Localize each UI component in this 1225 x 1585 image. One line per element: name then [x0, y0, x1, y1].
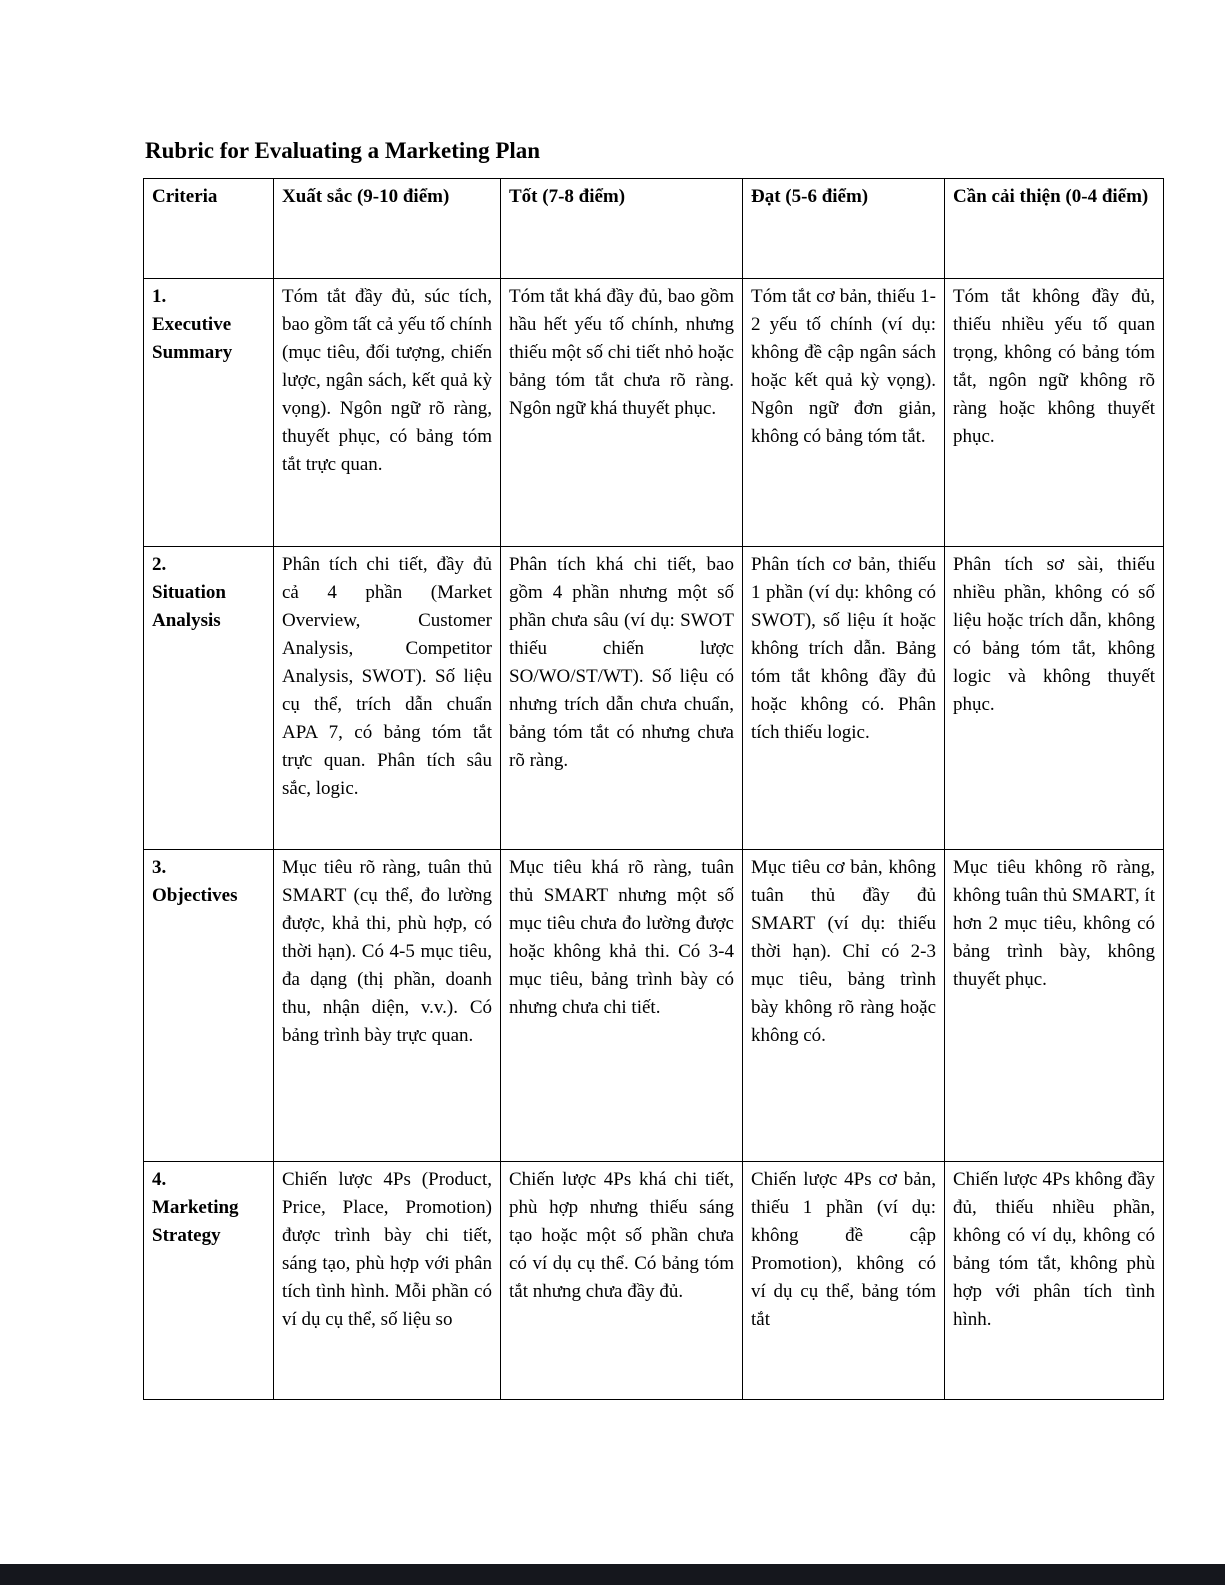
rubric-cell-good: Tóm tắt khá đầy đủ, bao gồm hầu hết yếu tố chính, nhưng thiếu một số chi tiết nhỏ hoặc bảng tóm tắt chưa rõ ràng. Ngôn ngữ khá thuyết phục. [501, 279, 743, 547]
document-page [143, 138, 1155, 1400]
rubric-table [143, 178, 1164, 1400]
criterion-label: Executive Summary [152, 314, 233, 363]
table-row-objectives [144, 850, 1164, 1162]
table-row-executive-summary [144, 279, 1164, 547]
criterion-number: 1. [152, 286, 167, 307]
criterion-label: Objectives [152, 885, 238, 906]
criterion-label: Situation Analysis [152, 582, 226, 631]
rubric-cell-good: Chiến lược 4Ps khá chi tiết, phù hợp nhưng thiếu sáng tạo hoặc một số phần chưa có ví dụ cụ thể. Có bảng tóm tắt nhưng chưa đầy đủ. [501, 1162, 743, 1400]
rubric-cell-excellent: Chiến lược 4Ps (Product, Price, Place, Promotion) được trình bày chi tiết, sáng tạo, phù hợp với phân tích tình hình. Mỗi phần có ví dụ cụ thể, số liệu so [274, 1162, 501, 1400]
column-header-improve: Cần cải thiện (0-4 điểm) [945, 179, 1164, 279]
rubric-cell-pass: Phân tích cơ bản, thiếu 1 phần (ví dụ: không có SWOT), số liệu ít hoặc không trích dẫn. Bảng tóm tắt không đầy đủ hoặc không có. Phân tích thiếu logic. [743, 547, 945, 850]
column-header-criteria: Criteria [144, 179, 274, 279]
criterion-cell [144, 547, 274, 850]
column-header-excellent: Xuất sắc (9-10 điểm) [274, 179, 501, 279]
rubric-cell-excellent: Tóm tắt đầy đủ, súc tích, bao gồm tất cả yếu tố chính (mục tiêu, đối tượng, chiến lược, ngân sách, kết quả kỳ vọng). Ngôn ngữ rõ ràng, thuyết phục, có bảng tóm tắt trực quan. [274, 279, 501, 547]
criterion-label: Marketing Strategy [152, 1197, 239, 1246]
column-header-pass: Đạt (5-6 điểm) [743, 179, 945, 279]
rubric-cell-improve: Mục tiêu không rõ ràng, không tuân thủ SMART, ít hơn 2 mục tiêu, không có bảng trình bày, không thuyết phục. [945, 850, 1164, 1162]
rubric-cell-excellent: Phân tích chi tiết, đầy đủ cả 4 phần (Market Overview, Customer Analysis, Competitor Analysis, SWOT). Số liệu cụ thể, trích dẫn chuẩn APA 7, có bảng tóm tắt trực quan. Phân tích sâu sắc, logic. [274, 547, 501, 850]
rubric-cell-pass: Chiến lược 4Ps cơ bản, thiếu 1 phần (ví dụ: không đề cập Promotion), không có ví dụ cụ thể, bảng tóm tắt [743, 1162, 945, 1400]
criterion-cell [144, 279, 274, 547]
document-title: Rubric for Evaluating a Marketing Plan [145, 138, 541, 163]
column-header-good: Tốt (7-8 điểm) [501, 179, 743, 279]
criterion-cell [144, 850, 274, 1162]
rubric-cell-improve: Chiến lược 4Ps không đầy đủ, thiếu nhiều phần, không có ví dụ, không có bảng tóm tắt, không phù hợp với phân tích tình hình. [945, 1162, 1164, 1400]
rubric-cell-good: Mục tiêu khá rõ ràng, tuân thủ SMART nhưng một số mục tiêu chưa đo lường được hoặc không khả thi. Có 3-4 mục tiêu, bảng trình bày có nhưng chưa chi tiết. [501, 850, 743, 1162]
criterion-number: 3. [152, 857, 167, 878]
rubric-cell-good: Phân tích khá chi tiết, bao gồm 4 phần nhưng một số phần chưa sâu (ví dụ: SWOT thiếu chiến lược SO/WO/ST/WT). Số liệu có nhưng trích dẫn chưa chuẩn, bảng tóm tắt có nhưng chưa rõ ràng. [501, 547, 743, 850]
table-row-marketing-strategy [144, 1162, 1164, 1400]
criterion-number: 2. [152, 554, 167, 575]
criterion-number: 4. [152, 1169, 167, 1190]
page-boundary [0, 1564, 1225, 1585]
criterion-cell [144, 1162, 274, 1400]
rubric-cell-pass: Tóm tắt cơ bản, thiếu 1-2 yếu tố chính (ví dụ: không đề cập ngân sách hoặc kết quả kỳ vọng). Ngôn ngữ đơn giản, không có bảng tóm tắt. [743, 279, 945, 547]
rubric-cell-excellent: Mục tiêu rõ ràng, tuân thủ SMART (cụ thể, đo lường được, khả thi, phù hợp, có thời hạn). Có 4-5 mục tiêu, đa dạng (thị phần, doanh thu, nhận diện, v.v.). Có bảng trình bày trực quan. [274, 850, 501, 1162]
rubric-cell-improve: Phân tích sơ sài, thiếu nhiều phần, không có số liệu hoặc trích dẫn, không có bảng tóm tắt, không logic và không thuyết phục. [945, 547, 1164, 850]
table-header-row [144, 179, 1164, 279]
table-row-situation-analysis [144, 547, 1164, 850]
rubric-cell-pass: Mục tiêu cơ bản, không tuân thủ đầy đủ SMART (ví dụ: thiếu thời hạn). Chỉ có 2-3 mục tiêu, bảng trình bày không rõ ràng hoặc không có. [743, 850, 945, 1162]
rubric-cell-improve: Tóm tắt không đầy đủ, thiếu nhiều yếu tố quan trọng, không có bảng tóm tắt, ngôn ngữ không rõ ràng hoặc không thuyết phục. [945, 279, 1164, 547]
